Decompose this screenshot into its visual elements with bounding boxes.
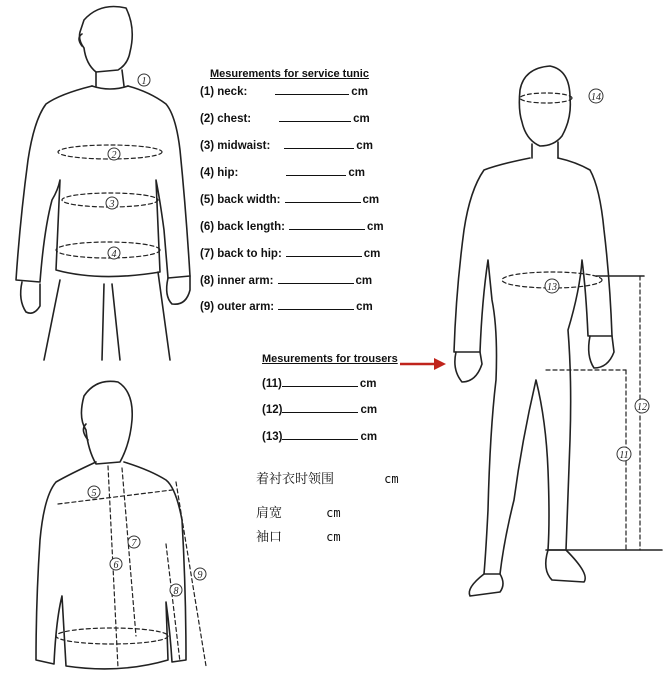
svg-text:9: 9 <box>197 570 203 581</box>
tunic-row-hip <box>200 167 365 179</box>
row-unit: cm <box>348 167 365 179</box>
tunic-row-back-width <box>200 194 379 206</box>
trousers-row-13 <box>262 431 377 443</box>
front-right-hand <box>167 276 190 304</box>
cuff-measure <box>256 526 341 545</box>
entry-blank[interactable] <box>278 282 354 284</box>
back-width-line <box>58 490 172 504</box>
row-label: (4) hip: <box>200 167 239 179</box>
badge-5 <box>88 486 100 499</box>
trousers-title: Mesurements for trousers <box>262 353 398 365</box>
svg-text:3: 3 <box>109 199 115 210</box>
standing-right-foot <box>546 550 585 582</box>
svg-text:14: 14 <box>591 92 601 103</box>
arrow-icon <box>398 356 448 372</box>
row-unit: cm <box>356 301 373 313</box>
svg-text:6: 6 <box>113 560 119 571</box>
standing-left-foot <box>469 574 503 596</box>
cuff-unit: cm <box>326 530 341 544</box>
row-unit: cm <box>360 404 378 416</box>
shoulder-measure <box>256 502 341 521</box>
front-legs <box>44 272 170 360</box>
badge-3 <box>106 197 118 210</box>
row-unit: cm <box>362 194 380 206</box>
row-label: (11) <box>262 378 282 390</box>
row-label: (3) midwaist: <box>200 140 271 152</box>
svg-text:11: 11 <box>619 450 629 461</box>
row-unit: cm <box>355 275 373 287</box>
svg-text:7: 7 <box>131 538 137 549</box>
tunic-row-back-to-hip <box>200 248 380 260</box>
front-figure <box>0 0 220 370</box>
front-hip-line <box>56 242 160 258</box>
tunic-row-midwaist <box>200 140 373 152</box>
row-label: (12) <box>262 404 283 416</box>
standing-body <box>454 158 612 574</box>
entry-blank[interactable] <box>285 201 361 203</box>
row-label: (7) back to hip: <box>200 248 282 260</box>
badge-6 <box>110 558 122 571</box>
badge-12 <box>635 399 649 413</box>
front-head <box>80 7 133 73</box>
row-label: (9) outer arm: <box>200 301 275 313</box>
row-unit: cm <box>359 378 377 390</box>
entry-blank[interactable] <box>279 120 351 122</box>
badge-7 <box>128 536 140 549</box>
entry-blank[interactable] <box>275 93 349 95</box>
row-unit: cm <box>363 248 381 260</box>
tunic-title: Mesurements for service tunic <box>210 68 369 80</box>
tunic-row-chest <box>200 113 370 125</box>
tunic-row-neck <box>200 86 368 98</box>
svg-text:5: 5 <box>91 488 97 499</box>
row-label: (8) inner arm: <box>200 275 274 287</box>
shoulder-unit: cm <box>326 506 341 520</box>
entry-blank[interactable] <box>282 438 358 440</box>
back-figure <box>0 370 230 686</box>
row-unit: cm <box>356 140 373 152</box>
entry-blank[interactable] <box>278 308 354 310</box>
tunic-row-inner-arm <box>200 275 372 287</box>
entry-blank[interactable] <box>282 411 358 413</box>
standing-left-hand <box>455 352 482 382</box>
row-label: (1) neck: <box>200 86 248 98</box>
front-left-hand <box>21 282 40 313</box>
badge-11 <box>617 447 631 461</box>
trousers-row-12 <box>262 404 377 416</box>
trousers-row-11 <box>262 378 376 390</box>
row-unit: cm <box>366 221 384 233</box>
row-unit: cm <box>360 431 378 443</box>
svg-text:8: 8 <box>173 586 179 597</box>
svg-text:2: 2 <box>111 150 117 161</box>
row-label: (2) chest: <box>200 113 252 125</box>
badge-1 <box>138 74 150 87</box>
entry-blank[interactable] <box>289 228 365 230</box>
svg-text:13: 13 <box>547 282 557 293</box>
badge-14 <box>589 89 603 103</box>
badge-9 <box>194 568 206 581</box>
tunic-row-outer-arm <box>200 301 373 313</box>
row-unit: cm <box>351 86 368 98</box>
collar-unit: cm <box>384 472 399 486</box>
front-body <box>16 86 190 282</box>
back-hem-line <box>56 628 168 644</box>
head-line <box>520 93 572 103</box>
collar-label: 着衬衣时领围 <box>256 472 335 487</box>
collar-measure <box>256 468 399 487</box>
entry-blank[interactable] <box>284 147 354 149</box>
standing-figure <box>430 40 666 600</box>
shoulder-label: 肩宽 <box>256 506 283 521</box>
standing-right-hand <box>589 336 614 368</box>
row-label: (5) back width: <box>200 194 281 206</box>
entry-blank[interactable] <box>286 174 346 176</box>
row-unit: cm <box>353 113 370 125</box>
front-collar <box>92 86 128 89</box>
svg-text:1: 1 <box>141 76 147 87</box>
back-head <box>81 381 132 464</box>
badge-13 <box>545 279 559 293</box>
back-to-hip-line <box>122 468 136 636</box>
entry-blank[interactable] <box>286 255 362 257</box>
row-label: (13) <box>262 431 283 443</box>
svg-text:4: 4 <box>111 249 117 260</box>
row-label: (6) back length: <box>200 221 285 233</box>
entry-blank[interactable] <box>282 385 358 387</box>
standing-head <box>519 66 570 146</box>
cuff-label: 袖口 <box>256 530 283 545</box>
svg-text:12: 12 <box>637 402 647 413</box>
tunic-row-back-length <box>200 221 384 233</box>
